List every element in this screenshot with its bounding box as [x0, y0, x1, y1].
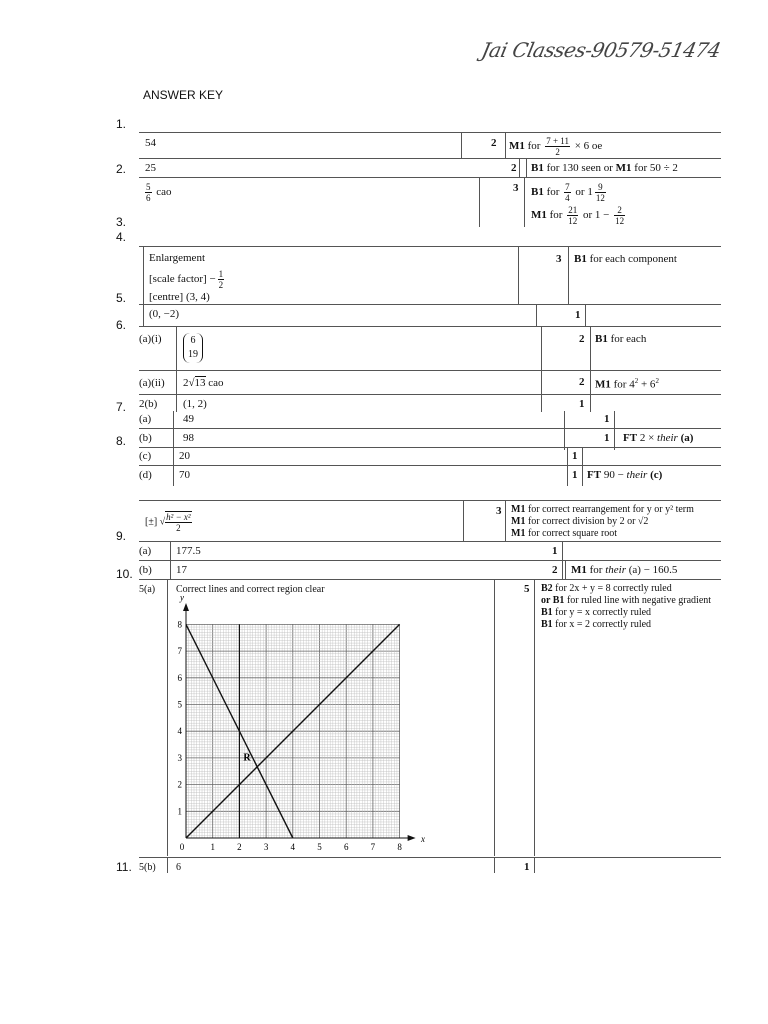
- q3-row: [139, 178, 721, 227]
- q11-label: 5(b): [139, 862, 156, 873]
- q10-mark: 5: [524, 583, 530, 595]
- q6-aii-label: (a)(ii): [139, 377, 165, 389]
- q4-line3: [centre] (3, 4): [149, 291, 210, 303]
- q8b-mark: 1: [604, 432, 610, 444]
- y-tick-label: 3: [177, 752, 182, 763]
- question-number: 6.: [116, 318, 127, 332]
- y-tick-label: 5: [177, 699, 182, 710]
- q11-row: [139, 857, 721, 873]
- q2-guidance: B1 for 130 seen or M1 for 50 ÷ 2: [531, 162, 678, 174]
- q7-answer: 49: [183, 413, 194, 425]
- q1-answer: 54: [145, 137, 156, 149]
- q10-label: 5(a): [139, 584, 156, 595]
- q6-ai-label: (a)(i): [139, 333, 162, 345]
- question-number: 11.: [116, 860, 132, 874]
- x-tick-label: 4: [290, 842, 296, 852]
- q8c-mark: 1: [572, 450, 578, 462]
- q8d-label: (d): [139, 469, 152, 481]
- q9b-mark: 2: [552, 564, 558, 576]
- question-number: 3.: [116, 215, 127, 229]
- brand-watermark: Jai Classes-90579-51474: [479, 38, 723, 62]
- q8d-guidance: FT 90 − their (c): [587, 469, 663, 481]
- q9-row: [139, 500, 721, 542]
- x-tick-label: 3: [263, 842, 269, 852]
- x-axis-arrow: [408, 835, 416, 841]
- y-tick-label: 4: [177, 726, 182, 737]
- q3-guidance-m1: M1 for $\frac{21}{12}$ or 1 − $\frac{2}{12}$: [531, 205, 625, 226]
- x-tick-label: 1: [210, 842, 215, 852]
- q6-aii-answer: 2√13 cao: [183, 377, 224, 389]
- q8c-answer: 20: [179, 450, 190, 462]
- x-tick-label: 8: [397, 842, 402, 852]
- q6-ai-mark: 2: [579, 333, 585, 345]
- q9a-answer: 177.5: [176, 545, 201, 557]
- origin-label: 0: [179, 842, 185, 852]
- q6-b-answer: (1, 2): [183, 398, 207, 410]
- q9a-label: (a): [139, 545, 152, 557]
- x-tick-label: 7: [370, 842, 376, 852]
- q7-q8-block: [139, 411, 721, 486]
- x-tick-label: 2: [237, 842, 242, 852]
- y-tick-label: 2: [177, 779, 182, 790]
- q11-answer: 6: [176, 862, 181, 873]
- q8c-label: (c): [139, 450, 152, 462]
- q8b-guidance: FT 2 × their (a): [623, 432, 694, 444]
- x-axis-label: x: [420, 834, 425, 844]
- q7-mark: 1: [604, 413, 610, 425]
- q2-mark: 2: [511, 162, 517, 174]
- q11-mark: 1: [524, 861, 530, 873]
- q4-line2: [scale factor] − $\frac{1}{2}$: [149, 269, 224, 290]
- question-number: 10.: [116, 567, 133, 581]
- y-tick-label: 8: [177, 619, 182, 630]
- x-tick-label: 6: [343, 842, 349, 852]
- q6-block: [139, 327, 721, 412]
- q10-answer: Correct lines and correct region clear: [176, 584, 325, 595]
- q4-mark: 3: [556, 253, 562, 265]
- q9-mark: 3: [496, 505, 502, 517]
- q8b-label: (b): [139, 432, 152, 444]
- q1-row: [139, 132, 721, 159]
- q9-answer: [±] √ $\frac{\text{h² − x²}}{2}$: [145, 512, 191, 533]
- q2-answer: 25: [145, 162, 156, 174]
- q7-label: (a): [139, 413, 152, 425]
- question-number: 2.: [116, 162, 127, 176]
- question-number: 7.: [116, 400, 127, 414]
- q9-guidance: M1 for correct rearrangement for y or y² term M1 for correct division by 2 or √2 M1 for correct square root: [511, 504, 694, 539]
- q8d-mark: 1: [572, 469, 578, 481]
- q9b-answer: 17: [176, 564, 187, 576]
- y-axis-arrow: [183, 603, 189, 611]
- q8b-answer: 98: [183, 432, 194, 444]
- q3-guidance-b1: B1 for $\frac{7}{4}$ or 1 $\frac{9}{12}$: [531, 182, 605, 203]
- y-tick-label: 1: [177, 806, 182, 817]
- q10-graph: [169, 592, 469, 856]
- q4-row: [139, 246, 721, 305]
- q9ab-block: [139, 541, 721, 580]
- q6-b-label: 2(b): [139, 398, 158, 410]
- x-tick-label: 5: [317, 842, 322, 852]
- q5-row: [139, 304, 721, 327]
- q6-ai-guidance: B1 for each: [595, 333, 647, 345]
- q4-line1: Enlargement: [149, 252, 205, 264]
- q2-row: [139, 158, 721, 178]
- q6-b-mark: 1: [579, 398, 585, 410]
- q9b-guidance: M1 for their (a) − 160.5: [571, 564, 678, 576]
- page-title: ANSWER KEY: [143, 88, 224, 102]
- q3-answer: $\frac{5}{6}$ cao: [146, 182, 172, 203]
- q1-mark: 2: [491, 137, 497, 149]
- q9b-label: (b): [139, 564, 152, 576]
- q1-guidance: M1 for $\frac{7 + 11}{2}$ × 6 oe: [509, 136, 603, 157]
- q10-guidance: B2 for 2x + y = 8 correctly ruled or B1 for ruled line with negative gradient B1 for y = x correctly ruled B1 for x = 2 correctly ruled: [541, 583, 712, 630]
- q6-aii-guidance: M1 for $4^2 + 6^2$: [595, 377, 659, 391]
- question-number: 8.: [116, 434, 127, 448]
- question-number: 4.: [116, 230, 127, 244]
- q3-mark: 3: [513, 182, 519, 194]
- y-tick-label: 7: [177, 646, 182, 657]
- q5-answer: (0, −2): [149, 308, 180, 320]
- question-number: 1.: [116, 117, 127, 131]
- question-number: 9.: [116, 529, 127, 543]
- q6-ai-vector: 6 19: [183, 333, 203, 363]
- y-axis-label: y: [180, 592, 184, 603]
- question-number: 5.: [116, 291, 127, 305]
- q8d-answer: 70: [179, 469, 190, 481]
- q4-guidance: B1 for each component: [574, 253, 677, 265]
- q6-aii-mark: 2: [579, 376, 585, 388]
- q5-mark: 1: [575, 309, 581, 321]
- y-tick-label: 6: [177, 672, 182, 683]
- q9a-mark: 1: [552, 545, 558, 557]
- q10-row: [139, 580, 721, 856]
- region-label: R: [243, 752, 251, 764]
